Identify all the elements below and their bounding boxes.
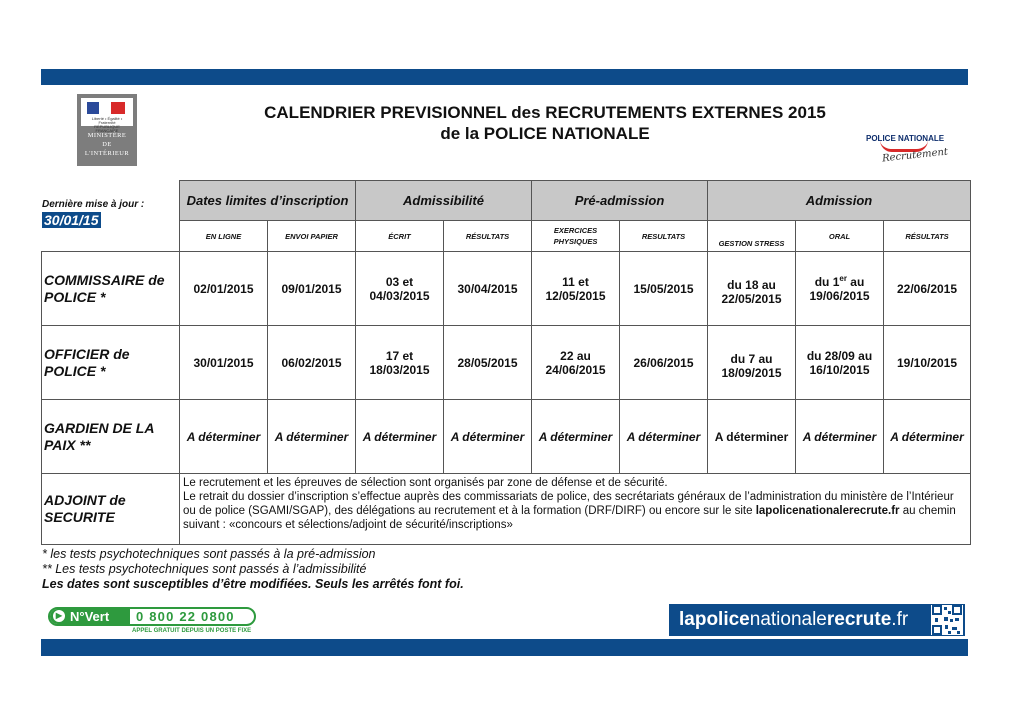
update-date: 30/01/15 bbox=[44, 212, 99, 228]
table-row bbox=[42, 326, 971, 400]
group-admissibilite: Admissibilité bbox=[356, 181, 532, 221]
subheader-exercices-physiques: EXERCICES PHYSIQUES bbox=[532, 221, 620, 252]
ministere-interieur-logo bbox=[77, 94, 137, 166]
row-name-officier: OFFICIER de POLICE * bbox=[42, 326, 180, 400]
bottom-band bbox=[41, 639, 968, 656]
group-admission: Admission bbox=[708, 181, 971, 221]
subheader-ecrit: ÉCRIT bbox=[356, 221, 444, 252]
top-band bbox=[41, 69, 968, 85]
table-cell: 30/04/2015 bbox=[444, 252, 532, 326]
title-line-2: de la POLICE NATIONALE bbox=[440, 124, 650, 143]
recruitment-calendar-table bbox=[41, 180, 971, 545]
footnote-1: * les tests psychotechniques sont passés à la pré-admission bbox=[42, 547, 376, 561]
nvert-phone-number[interactable]: 0 800 22 0800 bbox=[136, 609, 235, 624]
group-inscription: Dates limites d’inscription bbox=[180, 181, 356, 221]
footnotes bbox=[42, 547, 464, 592]
adjoint-line-2: Le retrait du dossier d’inscription s’effectue auprès des commissariats de police, des secrétariats généraux de l’administration du ministère de l’Intérieur ou de police (SGAMI/SGAP), des délégations au recrutement et à la formation (DRF/DIRF) ou encore sur le site lapolicenationalerecrute.fr au chemin suivant : «concours et sélections/adjoint de sécurité/inscriptions» bbox=[183, 491, 956, 531]
corner-cell bbox=[42, 181, 180, 221]
table-cell: 03 et 04/03/2015 bbox=[356, 252, 444, 326]
table-cell: 15/05/2015 bbox=[620, 252, 708, 326]
table-cell: A déterminer bbox=[532, 400, 620, 474]
site-banner[interactable] bbox=[669, 604, 965, 636]
table-row bbox=[42, 252, 971, 326]
table-cell: A déterminer bbox=[708, 400, 796, 474]
table-cell: A déterminer bbox=[620, 400, 708, 474]
title-line-1: CALENDRIER PREVISIONNEL des RECRUTEMENTS EXTERNES 2015 bbox=[264, 103, 826, 122]
table-cell: 09/01/2015 bbox=[268, 252, 356, 326]
table-cell: A déterminer bbox=[180, 400, 268, 474]
nvert-label: N°Vert bbox=[70, 609, 110, 624]
table-cell: du 1er au 19/06/2015 bbox=[796, 252, 884, 326]
table-cell: 19/10/2015 bbox=[884, 326, 971, 400]
police-nationale-recrutement-logo: POLICE NATIONALE Recrutement bbox=[866, 134, 949, 165]
site-link[interactable]: lapolicenationalerecrute.fr bbox=[755, 505, 900, 517]
qr-code-icon bbox=[931, 605, 963, 635]
footnote-3: Les dates sont susceptibles d’être modifiées. Seuls les arrêtés font foi. bbox=[42, 577, 464, 591]
subheader-envoi-papier: ENVOI PAPIER bbox=[268, 221, 356, 252]
marianne-emblem: Liberté • Égalité • Fraternité RÉPUBLIQUE FRANÇAISE bbox=[81, 98, 133, 126]
nvert-label-badge bbox=[50, 609, 130, 624]
nvert-subtext: APPEL GRATUIT DEPUIS UN POSTE FIXE bbox=[132, 628, 252, 634]
table-cell: du 18 au 22/05/2015 bbox=[708, 252, 796, 326]
table-cell: 06/02/2015 bbox=[268, 326, 356, 400]
table-cell: 22 au 24/06/2015 bbox=[532, 326, 620, 400]
play-icon: ▶ bbox=[53, 610, 65, 622]
subheader-resultats-admissibilite: RÉSULTATS bbox=[444, 221, 532, 252]
subheader-oral: ORAL bbox=[796, 221, 884, 252]
table-cell: 28/05/2015 bbox=[444, 326, 532, 400]
ministere-name: MINISTÈRE DE L'INTÉRIEUR bbox=[84, 132, 130, 157]
table-row bbox=[42, 400, 971, 474]
table-cell: 17 et 18/03/2015 bbox=[356, 326, 444, 400]
row-name-adjoint: ADJOINT de SECURITE bbox=[42, 474, 180, 545]
page-title bbox=[180, 102, 910, 144]
table-cell: A déterminer bbox=[796, 400, 884, 474]
row-name-gardien: GARDIEN DE LA PAIX ** bbox=[42, 400, 180, 474]
table-cell: A déterminer bbox=[356, 400, 444, 474]
footnote-2: ** Les tests psychotechniques sont passés à l’admissibilité bbox=[42, 562, 367, 576]
subheader-gestion-stress: GESTION STRESS bbox=[708, 221, 796, 252]
table-cell: A déterminer bbox=[268, 400, 356, 474]
table-row bbox=[42, 474, 971, 545]
row-name-commissaire: COMMISSAIRE de POLICE * bbox=[42, 252, 180, 326]
table-cell: 26/06/2015 bbox=[620, 326, 708, 400]
table-cell: 11 et 12/05/2015 bbox=[532, 252, 620, 326]
table-cell: 22/06/2015 bbox=[884, 252, 971, 326]
subheader-resultats-preadmission: RESULTATS bbox=[620, 221, 708, 252]
site-banner-text: lapolicenationalerecrute.fr bbox=[679, 609, 909, 630]
adjoint-info-cell bbox=[180, 474, 971, 545]
table-cell: 30/01/2015 bbox=[180, 326, 268, 400]
table-cell: A déterminer bbox=[884, 400, 971, 474]
subheader-en-ligne: EN LIGNE bbox=[180, 221, 268, 252]
adjoint-line-1: Le recrutement et les épreuves de sélection sont organisés par zone de défense et de sécurité. bbox=[183, 477, 668, 489]
numero-vert-badge bbox=[48, 607, 256, 626]
update-label: Dernière mise à jour : bbox=[42, 199, 145, 210]
table-cell: du 28/09 au 16/10/2015 bbox=[796, 326, 884, 400]
group-preadmission: Pré-admission bbox=[532, 181, 708, 221]
table-cell: 02/01/2015 bbox=[180, 252, 268, 326]
table-cell: du 7 au 18/09/2015 bbox=[708, 326, 796, 400]
table-cell: A déterminer bbox=[444, 400, 532, 474]
subheader-resultats-admission: RÉSULTATS bbox=[884, 221, 971, 252]
